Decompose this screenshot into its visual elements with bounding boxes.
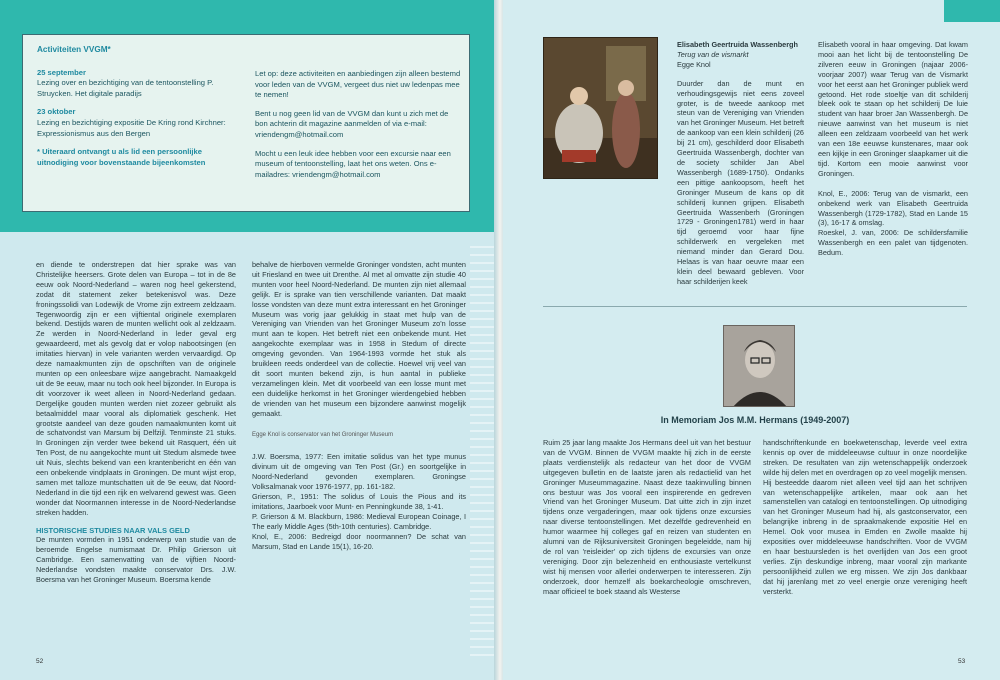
- right-column-2: [818, 40, 968, 258]
- memoriam-body: Ruim 25 jaar lang maakte Jos Hermans deel uit van het bestuur van de VVGM. Binnen de VVGM maakte hij zich in de eerste plaats verdienstelijk als redacteur van het door de VVGM uitgegeven bulletin en de laatste jaren als redactielid van het Groninger Museummagazine. Naast deze taakinvulling binnen ons bestuur was Jos vooral een inspirerende en gedreven Vriend van het Groninger Museum. Dat uitte zich in zijn inzet tijdens onze vergaderingen, maar ook tijdens onze excursies naar diverse tentoonstellingen. Met dezelfde gedrevenheid en humor waarmee hij colleges gaf en reizen van studenten en alumni van de Rijksuniversiteit Groningen begeleidde, nam hij de rol van 'reisleider' op zich tijdens de excursies van onze vereniging. Door zijn belezenheid en enthousiaste vertelkunst wist hij mensen voor allerlei onderwerpen te interesseren. Zijn onderzoek, door hemzelf als boekarcheologie omschreven, maar officieel te boek staand als Westerse: [543, 438, 751, 596]
- activities-left-column: [37, 45, 243, 168]
- article-body: De munten vormden in 1951 onderwerp van studie van de beroemde Engelse numismaat Dr. Philip Grierson uit Cambridge. Een samenvatting van de vijftien Noord-Nederlandse vondsten maakte conservator Drs. J.W. Boersma van het Groninger Museum. Boersma kende: [36, 535, 236, 585]
- page-number-right: 53: [958, 658, 966, 665]
- painting-image: [543, 37, 658, 179]
- page-number-left: 52: [36, 658, 44, 665]
- article-body: Elisabeth vooral in haar omgeving. Dat kwam mooi aan het licht bij de tentoonstelling De zilveren eeuw in Groningen (najaar 2006-voorjaar 2007) waar Terug van de Vismarkt voor het eerst aan het Groninger publiek werd getoond. Het rode stoeltje van dit schilderij bleek ook te staan op het schilderij De luie student van haar broer Jan Wassenbergh. De nieuwe aanwinst van het museum is niet alleen een zeldzaam voorbeeld van het werk van een 18e eeuwse kunstenares, maar ook een kijkje in een Groninger slaapkamer uit die tijd. Kortom een mooie aanwinst voor Groningen.: [818, 40, 968, 178]
- event-text: Lezing en bezichtiging expositie De Kring rond Kirchner: Expressionismus aus den Bergen: [37, 117, 226, 138]
- event-text: Lezing over en bezichtiging van de tentoonstelling P. Struycken. Het digitale paradijs: [37, 78, 214, 98]
- portrait-photo: [723, 325, 795, 407]
- section-divider: [543, 306, 967, 307]
- right-column-3: [543, 438, 751, 597]
- membership-info: Bent u nog geen lid van de VVGM dan kunt u zich met de bon achterin dit magazine aanmelden of via e-mail: vriendengm@hotmail.com: [255, 108, 449, 139]
- event-date: 23 oktober: [37, 107, 76, 117]
- memoriam-body: handschriftenkunde en boekwetenschap, leverde veel extra kennis op over de middeleeuwse cultuur in onze noordelijke streken. De resultaten van zijn wetenschappelijk onderzoek wilde hij delen met en overdragen op zo veel mogelijk mensen. Hij besteedde daarom niet alleen veel tijd aan het schrijven van wetenschappelijke artikelen, maar ook aan het samenstellen van catalogi en tentoonstellingen. Op uitnodiging van het Groninger Museum had hij, als gastconservator, een belangrijke inbreng in de spraakmakende expositie Hel en Hemel. Ook voor musea in Emden en Zwolle maakte hij exposities over middeleeuwse handschriften. Voor de VVGM en haar bestuursleden is het overlijden van Jos een groot verlies. Zijn deskundige inbreng, maar vooral zijn markante persoonlijkheid zullen we erg missen. We zijn Jos dankbaar dat hij jarenlang met zo veel energie onze vereniging heeft versterkt.: [763, 438, 967, 596]
- reference-item: J.W. Boersma, 1977: Een imitatie solidus van het type munus divinum uit de omgeving van Ten Post (Gr.) en soortgelijke in Noord-Nederland gevonden exemplaren. Groningse Volksalmanak voor 1976-1977, pp. 161-182.: [252, 452, 466, 492]
- left-column-2: [252, 260, 466, 551]
- reference-item: Grierson, P., 1951: The solidus of Louis the Pious and its imitations, Jaarboek voor Munt- en Penningkunde 38, 1-41.: [252, 492, 466, 511]
- right-column-4: [763, 438, 967, 597]
- memoriam-title: In Memoriam Jos M.M. Hermans (1949-2007): [660, 415, 850, 425]
- reference-item: Roeskel, J. van, 2006: De schildersfamilie Wassenbergh en een palet van tijdgenoten. Bedum.: [818, 228, 968, 258]
- activities-right-column: [255, 69, 461, 188]
- reference-item: Knol, E., 2006: Bedreigd door noormannen? De schat van Marsum, Stad en Lande 15(1), 16-20.: [252, 531, 466, 551]
- article-body: behalve de hierboven vermelde Groninger vondsten, acht munten uit Friesland en twee uit Drenthe. Al met al omvatte zijn studie 40 munten voor heel Noord-Nederland. De munten zijn niet allemaal gelijk. Er is sprake van tien verschillende varianten. Dat maakt losse vondsten van deze munt extra interessant en het Groninger Museum was vorig jaar gelukkig in staat met hulp van de Vereniging van Vrienden van het Groninger Museum zo'n losse munt aan te kopen. Het betreft niet een onbekende munt. Het aangekochte exemplaar was in 1958 in Stedum of directe omgeving gevonden. Van 1964-1993 vormde het stuk als bruikleen reeds onderdeel van de collectie. Hoewel vrij veel van dit soort munten bekend zijn, is hun aantal in publieke verzamelingen klein. Met dit voorbeeld van een losse munt met een duidelijke herkomst in het Groninger wierdengebied hebben de vrienden van het museum een bijzondere aanwinst mogelijk gemaakt.: [252, 260, 466, 418]
- activities-box: [22, 34, 470, 212]
- painting-illustration: [544, 38, 658, 179]
- reference-item: P. Grierson & M. Blackburn, 1986: Medieval European Coinage, I The early Middle Ages (5th-10th centuries). Cambridge.: [252, 511, 466, 531]
- right-column-1: [677, 40, 804, 287]
- article-title: Elisabeth Geertruida Wassenbergh: [677, 40, 798, 49]
- article-author: Egge Knol: [677, 59, 711, 69]
- excursion-idea-info: Mocht u een leuk idee hebben voor een excursie naar een museum of tentoonstelling, laat het ons weten. Ons e-mailadres: vriendengm@hotmail.com: [255, 148, 451, 179]
- teal-corner-tab: [944, 0, 1000, 22]
- article-subtitle: Terug van de vismarkt: [677, 49, 749, 59]
- members-only-notice: Let op: deze activiteiten en aanbiedingen zijn alleen bestemd voor leden van de VVGM, vergeet dus niet uw ledenpas mee te nemen!: [255, 69, 461, 100]
- article-body: Duurder dan de munt en verhoudingsgewijs niet eens zoveel groter, is de tweede aankoop met steun van de Vereniging van Vrienden van het Groninger Museum. Het betreft de aankoop van een klein schilderij (26 bij 21 cm), geschilderd door Elisabeth Geertruida Wassenbergh, dochter van de society schilder Jan Abel Wassenbergh (1689-1750). Ondanks een pittige aankoopsom, heeft het Groninger Museum de kans op dit schilderij kunnen grijpen. Elisabeth Geertruida Wassenberh (Groningen 1729 - Groningen1781) werd in haar tijd geroemd voor haar fijne schilderwerk en vergeleken met niemand minder dan Gerard Dou. Helaas is van haar oeuvre maar een klein deel bewaard gebleven. Voor haar schilderijen keek: [677, 78, 804, 286]
- author-caption: Egge Knol is conservator van het Groninger Museum: [252, 431, 394, 438]
- reference-item: Knol, E., 2006: Terug van de vismarkt, een onbekend werk van Elisabeth Geertruida Wassenbergh (1729-1782), Stad en Lande 15 (3), 16-17 & omslag.: [818, 188, 968, 228]
- section-heading: HISTORISCHE STUDIES NAAR VALS GELD: [36, 525, 190, 535]
- invitation-note: * Uiteraard ontvangt u als lid een persoonlijke uitnodiging voor bovenstaande bijeenkomsten: [37, 147, 206, 167]
- left-column-1: [36, 260, 236, 585]
- portrait-illustration: [724, 326, 795, 407]
- event-date: 25 september: [37, 67, 86, 77]
- activities-title: Activiteiten VVGM*: [37, 45, 111, 54]
- article-body: en diende te onderstrepen dat hier sprake was van Christelijke heersers. Grote delen van Europa – tot in de 8e eeuw ook Noord-Nederland – waren nog heel gekerstend, zodat dit statement zeker betekenisvol was. Deze froningssolidi van Lodewijk de Vrome zijn extreem zeldzaam. Tegenwoordig zijn er een vijftiental originele exemplaren bekend. Destijds waren de munten wellicht ook al zeldzaam. Ze werden in Noord-Nederland in leder geval erg gewaardeerd, met als gevolg dat er volop nabootsingen (en imitaties hiervan) in vele varianten werden vervaardigd. Op deze namaakmunten zijn de opschriften van de originele munten op een onleesbare wijze aangebracht. Namaakgeld uit de 9e eeuw, maar nu toch ook heel bijzonder. In Europa is dit voorzover ik weet alleen in Noord-Nederland gedaan. Dergelijke gouden munten werden niet zozeer gebruikt als betaalmiddel maar vooral als diplomatiek geschenk. Het grootste aandeel van deze gouden namaakmunten komt uit de schatvondst van Marsum bij Delfzijl. Tenminste 21 stuks. In Groningen zijn verder twee bekend uit Rasquert, één uit Ten Post, de nu aangekochte munt uit Stedum alsmede twee uit Nuis, slechts bekend van een krantenbericht en één van een onbekende vindplaats in Groningen. De munt wijst erop, samen met talloze muntschatten uit de 9e eeuw, dat Noord-Nederland in die tijd een rijk en welvarend gewest was. Geen wonder dat Noormannen interesse in de Noord-Nederlandse streken hadden.: [36, 260, 236, 517]
